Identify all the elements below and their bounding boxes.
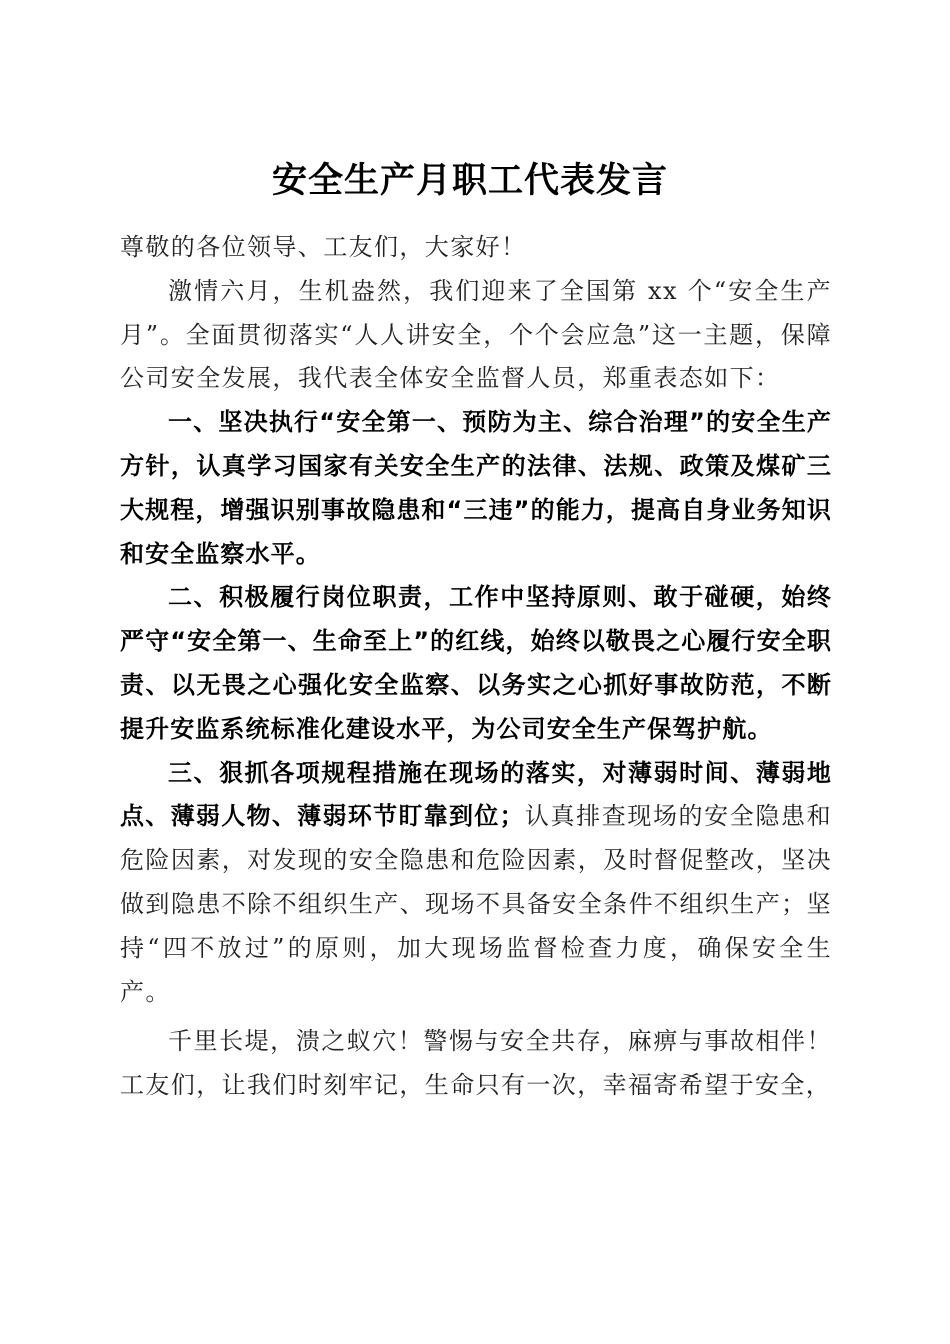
document-body [120,226,832,1108]
point-three-paragraph [120,752,832,1015]
intro-paragraph: 激情六月，生机盎然，我们迎来了全国第 xx 个“安全生产月”。全面贯彻落实“人人讲安全，个个会应急”这一主题，保障公司安全发展，我代表全体安全监督人员，郑重表态如下： [120,276,832,393]
closing-paragraph: 千里长堤，溃之蚁穴！警惕与安全共存，麻痹与事故相伴！工友们，让我们时刻牢记，生命只有一次，幸福寄希望于安全， [120,1027,832,1100]
document-title: 安全生产月职工代表发言 [271,160,668,202]
point-three-bold-text: 三、狠抓各项规程措施在现场的落实，对薄弱时间、薄弱地点、薄弱人物、薄弱环节盯靠到位； [120,758,832,831]
greeting-paragraph: 尊敬的各位领导、工友们，大家好！ [120,233,527,261]
point-three-normal-text: 认真排查现场的安全隐患和危险因素，对发现的安全隐患和危险因素，及时督促整改，坚决做到隐患不除不组织生产、现场不具备安全条件不组织生产；坚持“四不放过”的原则，加大现场监督检查力度，确保安全生产。 [120,802,832,1006]
point-one-paragraph: 一、坚决执行“安全第一、预防为主、综合治理”的安全生产方针，认真学习国家有关安全生产的法律、法规、政策及煤矿三大规程，增强识别事故隐患和“三违”的能力，提高自身业务知识和安全监察水平。 [120,408,832,568]
point-two-paragraph: 二、积极履行岗位职责，工作中坚持原则、敢于碰硬，始终严守“安全第一、生命至上”的红线，始终以敬畏之心履行安全职责、以无畏之心强化安全监察、以务实之心抓好事故防范，不断提升安监系统标准化建设水平，为公司安全生产保驾护航。 [120,583,832,743]
